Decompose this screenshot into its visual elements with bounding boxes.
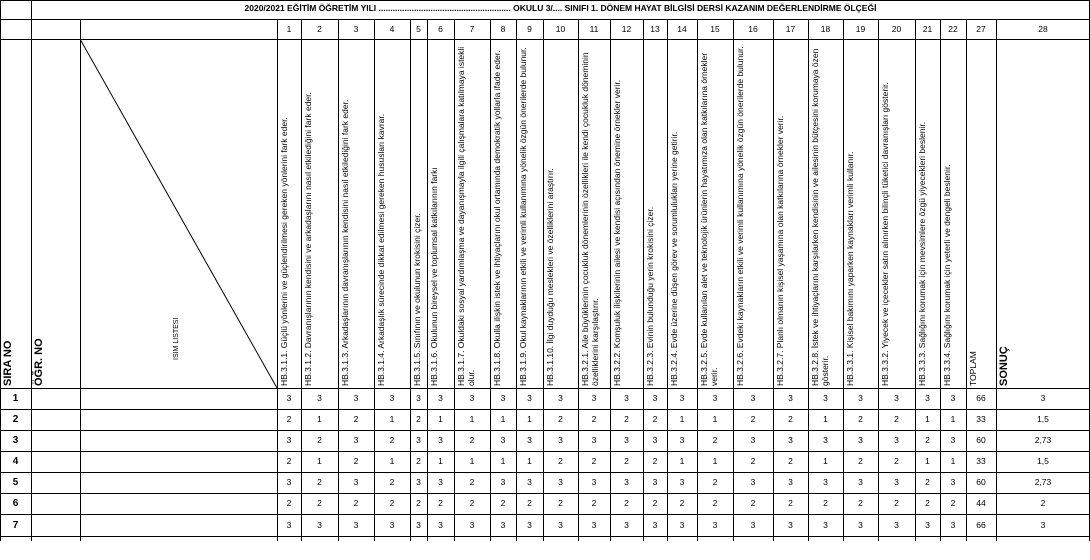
score-cell: 1 — [925, 414, 930, 424]
score-cell: 3 — [894, 435, 899, 445]
kazanim-header: HB.3.1.3. Arkadaşlarının davranışlarının kendisini nasıl etkilediğini fark eder. — [340, 99, 350, 386]
score-cell: 2 — [500, 498, 506, 508]
score-cell: 3 — [624, 435, 629, 445]
score-cell: 2 — [750, 414, 756, 424]
sonuc-cell: 3 — [1040, 393, 1046, 403]
score-cell: 3 — [500, 393, 506, 403]
score-cell: 1 — [712, 414, 718, 424]
score-cell: 2 — [652, 414, 658, 424]
score-cell: 2 — [925, 435, 930, 445]
kazanim-header: HB.3.3.3. Sağlığını korumak için mevsimlere özgü yiyecekleri beslenir. — [917, 121, 927, 386]
score-cell: 2 — [591, 414, 597, 424]
score-cell: 3 — [624, 393, 629, 403]
score-cell: 3 — [591, 477, 597, 487]
score-cell: 3 — [858, 477, 863, 487]
score-cell: 3 — [858, 393, 863, 403]
score-cell: 1 — [469, 456, 475, 466]
score-cell: 1 — [925, 456, 930, 466]
sonuc-cell: 3 — [1040, 520, 1046, 530]
score-cell: 3 — [469, 393, 475, 403]
score-cell: 3 — [469, 520, 475, 530]
sonuc-header: SONUÇ — [998, 346, 1010, 386]
kazanim-header: HB.3.1.2. Davranışlarının kendisini ve arkadaşlarını nasıl etkilediğini fark eder. — [303, 92, 313, 386]
kazanim-header: HB.3.2.4. Evde üzerine düşen görev ve sorumlulukları yerine getirir. — [669, 131, 679, 386]
score-cell: 3 — [286, 520, 292, 530]
score-cell: 1 — [823, 414, 828, 424]
kazanim-header: HB.3.1.5. Sınıfının ve okulunun krokisini çizer. — [412, 213, 422, 386]
score-cell: 1 — [438, 414, 443, 424]
score-cell: 1 — [527, 414, 532, 424]
column-number: 5 — [416, 24, 421, 34]
score-cell: 1 — [823, 456, 828, 466]
toplam-cell: 66 — [976, 520, 986, 530]
score-cell: 2 — [750, 498, 756, 508]
sonuc-cell: 1,5 — [1037, 456, 1049, 466]
score-cell: 2 — [894, 498, 899, 508]
score-cell: 3 — [894, 477, 899, 487]
score-cell: 3 — [858, 520, 863, 530]
score-cell: 2 — [558, 456, 563, 466]
score-cell: 3 — [389, 520, 395, 530]
score-cell: 3 — [925, 520, 930, 530]
score-cell: 2 — [353, 456, 359, 466]
score-cell: 2 — [416, 414, 421, 424]
column-number: 6 — [438, 24, 443, 34]
kazanim-header: HB.3.1.8. Okulla ilişkin istek ve ihtiyaçlarını okul ortamında demokratik yollarla ifade eder. — [492, 50, 502, 386]
kazanim-header: HB.3.2.7. Planlı olmanın kişisel yaşamına olan katkılarına örnekler verir. — [775, 115, 785, 386]
score-cell: 2 — [389, 498, 395, 508]
kazanim-header: HB.3.2.6. Evdeki kaynakların etkili ve verimli kullanımına yönelik özgün önerilerde bulunur. — [735, 46, 745, 386]
score-cell: 2 — [469, 477, 475, 487]
sonuc-cell: 2,73 — [1034, 477, 1052, 487]
score-cell: 3 — [527, 393, 532, 403]
row-sira-no: 5 — [12, 477, 19, 488]
score-cell: 3 — [527, 477, 532, 487]
score-cell: 3 — [652, 435, 658, 445]
score-cell: 2 — [438, 498, 443, 508]
kazanim-header: HB.3.1.9. Okul kaynaklarının etkili ve verimli kullanımına yönelik özgün önerilerde bulunur. — [518, 47, 528, 386]
kazanim-header: HB.3.3.2. Yiyecek ve içecekler satın alınırken bilinçli tüketici davranışları gösterir. — [880, 82, 890, 386]
score-cell: 1 — [679, 456, 685, 466]
sonuc-cell: 1,5 — [1037, 414, 1049, 424]
kazanim-header: HB.3.2.8. İstek ve ihtiyaçlarını karşılarken kendisinin ve ailesinin bütçesini korumaya özen gösterir. — [810, 48, 830, 386]
column-number: 8 — [500, 24, 506, 34]
column-number: 17 — [785, 24, 796, 34]
score-cell: 3 — [858, 435, 863, 445]
score-cell: 3 — [500, 520, 506, 530]
score-cell: 3 — [416, 435, 421, 445]
score-cell: 2 — [558, 414, 563, 424]
kazanim-header: HB.3.1.7. Okuldaki sosyal yardımlaşma ve dayanışmayla ilgili çalışmalara katılmaya istekli olur. — [456, 46, 476, 386]
score-cell: 3 — [750, 477, 756, 487]
score-cell: 3 — [894, 393, 899, 403]
score-cell: 3 — [416, 393, 421, 403]
toplam-cell: 33 — [976, 414, 986, 424]
score-cell: 2 — [527, 498, 532, 508]
score-cell: 3 — [527, 435, 532, 445]
column-number: 7 — [469, 24, 475, 34]
score-cell: 2 — [712, 435, 718, 445]
score-cell: 3 — [438, 393, 443, 403]
score-cell: 2 — [624, 498, 629, 508]
column-number: 4 — [389, 24, 395, 34]
score-cell: 3 — [652, 393, 658, 403]
kazanim-header: HB.3.1.4. Arkadaşlık sürecinde dikkat edilmesi gereken hususları kavrar. — [376, 113, 386, 386]
grid-column-line — [31, 0, 32, 541]
row-sira-no: 2 — [12, 414, 19, 425]
sonuc-cell: 2,73 — [1034, 435, 1052, 445]
score-cell: 1 — [950, 456, 956, 466]
score-cell: 3 — [894, 520, 899, 530]
column-number: 14 — [677, 24, 687, 34]
score-cell: 2 — [286, 414, 292, 424]
toplam-header: TOPLAM — [968, 351, 978, 386]
score-cell: 3 — [679, 477, 685, 487]
column-number: 10 — [555, 24, 566, 34]
score-cell: 2 — [286, 456, 292, 466]
score-cell: 3 — [624, 477, 629, 487]
score-cell: 2 — [788, 498, 793, 508]
score-cell: 2 — [894, 414, 899, 424]
score-cell: 1 — [950, 414, 956, 424]
score-cell: 3 — [317, 393, 322, 403]
score-cell: 3 — [317, 520, 322, 530]
score-cell: 2 — [353, 498, 359, 508]
score-cell: 2 — [858, 414, 863, 424]
score-cell: 2 — [317, 498, 322, 508]
score-cell: 2 — [591, 456, 597, 466]
score-cell: 3 — [652, 520, 658, 530]
column-number: 18 — [820, 24, 831, 34]
column-number: 9 — [527, 24, 532, 34]
score-cell: 2 — [950, 498, 956, 508]
row-sira-no: 6 — [12, 498, 19, 509]
column-number: 12 — [621, 24, 632, 34]
score-cell: 2 — [925, 477, 930, 487]
score-cell: 2 — [416, 498, 421, 508]
score-cell: 3 — [286, 393, 292, 403]
kazanim-header: HB.3.1.1. Güçlü yönlerini ve güçlendirilmesi gereken yönlerini fark eder. — [279, 117, 289, 386]
score-cell: 2 — [624, 456, 629, 466]
score-cell: 2 — [679, 498, 685, 508]
column-number: 19 — [855, 24, 866, 34]
score-cell: 3 — [591, 520, 597, 530]
score-cell: 3 — [500, 477, 506, 487]
score-cell: 2 — [317, 435, 322, 445]
row-sira-no: 3 — [12, 435, 19, 446]
score-cell: 3 — [389, 393, 395, 403]
kazanim-header: HB.3.1.6. Okulunun bireysel ve toplumsal katkılarının farkı — [429, 167, 439, 386]
column-number: 27 — [976, 24, 986, 34]
score-cell: 2 — [894, 456, 899, 466]
grid-row-line — [0, 19, 1090, 20]
score-cell: 2 — [925, 498, 930, 508]
score-cell: 3 — [823, 520, 828, 530]
score-cell: 3 — [416, 477, 421, 487]
score-cell: 3 — [750, 520, 756, 530]
score-cell: 1 — [500, 414, 506, 424]
column-number: 3 — [353, 24, 359, 34]
score-cell: 2 — [750, 456, 756, 466]
score-cell: 1 — [500, 456, 506, 466]
score-cell: 2 — [317, 477, 322, 487]
score-cell: 3 — [750, 393, 756, 403]
column-number: 2 — [317, 24, 322, 34]
column-number: 11 — [589, 24, 599, 34]
score-cell: 3 — [527, 520, 532, 530]
column-number: 16 — [748, 24, 758, 34]
score-cell: 1 — [679, 414, 685, 424]
score-cell: 2 — [858, 498, 863, 508]
score-cell: 2 — [353, 414, 359, 424]
score-cell: 3 — [925, 393, 930, 403]
score-cell: 2 — [416, 456, 421, 466]
kazanim-header: HB.3.2.2. Komşuluk ilişkilerinin ailesi ve kendisi açısından önemine örnekler verir. — [612, 79, 622, 386]
score-cell: 3 — [438, 520, 443, 530]
score-cell: 3 — [950, 393, 956, 403]
row-sira-no: 1 — [12, 393, 19, 404]
isim-listesi-header: ISIM LISTESI — [173, 317, 180, 360]
score-cell: 3 — [558, 520, 563, 530]
score-cell: 3 — [823, 435, 828, 445]
score-cell: 2 — [286, 498, 292, 508]
score-cell: 3 — [712, 393, 718, 403]
score-cell: 2 — [712, 498, 718, 508]
score-cell: 3 — [624, 520, 629, 530]
score-cell: 3 — [353, 393, 359, 403]
score-cell: 3 — [652, 477, 658, 487]
score-cell: 1 — [469, 414, 475, 424]
score-cell: 3 — [353, 477, 359, 487]
score-cell: 3 — [438, 477, 443, 487]
score-cell: 3 — [558, 435, 563, 445]
score-cell: 3 — [558, 393, 563, 403]
score-cell: 3 — [679, 435, 685, 445]
score-cell: 3 — [788, 520, 793, 530]
score-cell: 3 — [500, 435, 506, 445]
kazanim-header: HB.3.2.5. Evde kullanılan alet ve teknolojik ürünlerin hayatımıza olan katkılarına örnekler verir. — [699, 52, 719, 386]
score-cell: 2 — [389, 477, 395, 487]
column-number: 22 — [948, 24, 958, 34]
grid-row-line — [0, 0, 1090, 1]
ogr-no-header: ÖĞR. NO — [33, 338, 45, 386]
score-cell: 2 — [652, 498, 658, 508]
kazanim-header: HB.3.3.1. Kişisel bakımını yaparken kaynakları verimli kullanır. — [845, 151, 855, 386]
score-cell: 1 — [389, 414, 395, 424]
score-cell: 3 — [788, 435, 793, 445]
score-cell: 3 — [950, 520, 956, 530]
score-cell: 3 — [950, 477, 956, 487]
kazanim-header: HB.3.3.4. Sağlığını korumak için yeterli ve dengeli beslenir. — [942, 164, 952, 386]
column-number: 28 — [1038, 24, 1048, 34]
score-cell: 3 — [823, 393, 828, 403]
score-cell: 3 — [950, 435, 956, 445]
score-cell: 2 — [558, 498, 563, 508]
score-cell: 3 — [788, 393, 793, 403]
sheet-title: 2020/2021 EĞİTİM ÖĞRETİM YILI ........................................................ OKULU 3/.... SINIFI 1. DÖNEM HAYAT BİLGİSİ DERSİ KAZANIM DEĞERLENDİRME ÖLÇEĞİ — [244, 3, 877, 13]
toplam-cell: 60 — [976, 435, 986, 445]
score-cell: 2 — [591, 498, 597, 508]
score-cell: 2 — [469, 435, 475, 445]
toplam-cell: 44 — [976, 498, 986, 508]
score-cell: 1 — [527, 456, 532, 466]
score-cell: 3 — [679, 520, 685, 530]
score-cell: 3 — [558, 477, 563, 487]
score-cell: 2 — [652, 456, 658, 466]
kazanim-header: HB.3.2.3. Evinin bulunduğu yerin krokisini çizer. — [645, 206, 655, 386]
score-cell: 1 — [712, 456, 718, 466]
score-cell: 3 — [353, 435, 359, 445]
score-cell: 1 — [317, 414, 322, 424]
score-cell: 3 — [416, 520, 421, 530]
score-cell: 2 — [823, 498, 828, 508]
score-cell: 2 — [624, 414, 629, 424]
toplam-cell: 60 — [976, 477, 986, 487]
score-cell: 3 — [286, 477, 292, 487]
score-cell: 3 — [750, 435, 756, 445]
score-cell: 3 — [591, 393, 597, 403]
score-cell: 1 — [438, 456, 443, 466]
column-number: 15 — [710, 24, 720, 34]
score-cell: 3 — [679, 393, 685, 403]
score-cell: 3 — [438, 435, 443, 445]
score-cell: 3 — [823, 477, 828, 487]
score-cell: 2 — [469, 498, 475, 508]
score-cell: 3 — [286, 435, 292, 445]
column-number: 1 — [286, 24, 292, 34]
toplam-cell: 66 — [976, 393, 986, 403]
score-cell: 3 — [353, 520, 359, 530]
score-cell: 2 — [858, 456, 863, 466]
score-cell: 2 — [712, 477, 718, 487]
row-sira-no: 4 — [12, 456, 19, 467]
column-number: 20 — [891, 24, 902, 34]
score-cell: 2 — [788, 456, 793, 466]
kazanim-header: HB.3.1.10. İlgi duyduğu meslekleri ve özelliklerini araştırır. — [545, 168, 555, 386]
sonuc-cell: 2 — [1040, 498, 1046, 508]
score-cell: 2 — [788, 414, 793, 424]
sira-no-header: SIRA NO — [2, 340, 14, 386]
row-sira-no: 7 — [12, 520, 19, 531]
score-cell: 1 — [317, 456, 322, 466]
score-cell: 3 — [712, 520, 718, 530]
score-cell: 3 — [788, 477, 793, 487]
column-number: 13 — [650, 24, 660, 34]
score-cell: 2 — [389, 435, 395, 445]
score-cell: 3 — [591, 435, 597, 445]
column-number: 21 — [922, 24, 933, 34]
score-cell: 1 — [389, 456, 395, 466]
kazanim-header: HB.3.2.1. Aile büyüklerinin çocukluk dönemlerinin özellikleri ile kendi çocukluk döneminin özelliklerini karşılaştırır. — [580, 52, 600, 386]
toplam-cell: 33 — [976, 456, 986, 466]
